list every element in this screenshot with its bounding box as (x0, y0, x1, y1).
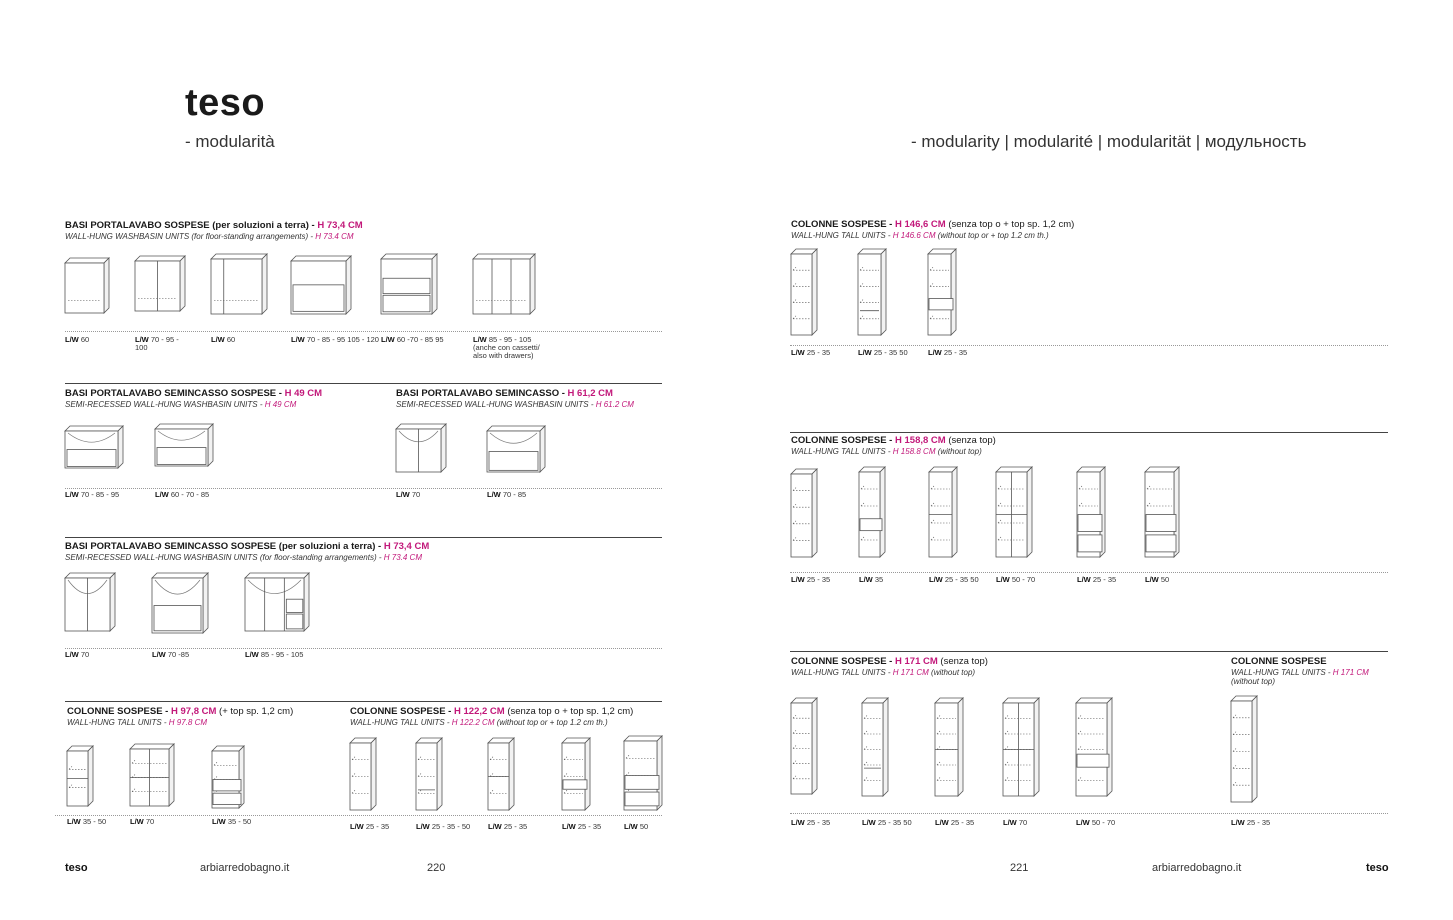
column-one-door-icon (416, 738, 442, 810)
section-note: (senza top o + top sp. 1,2 cm) (945, 219, 1075, 230)
footer-brand-right: teso (1366, 862, 1389, 874)
dimension-caption (1145, 576, 1235, 584)
dimension-label: L/W (65, 650, 79, 659)
section-en-text: SEMI-RECESSED WALL-HUNG WASHBASIN UNITS (for floor-standing arrangements) - (65, 553, 384, 562)
dimension-label: L/W (859, 575, 873, 584)
section-en-height: H 73.4 CM (315, 232, 354, 241)
section-subtitle-en (65, 232, 665, 241)
section-title (67, 706, 347, 717)
semi-recessed-two-doors-icon-drawing (396, 424, 446, 472)
column-door-drawer-icon (859, 467, 885, 557)
subtitle-multilingual: - modularity | modularité | modularität | модульность (911, 132, 1307, 151)
dimension-label: L/W (1076, 818, 1090, 827)
section-title-text: COLONNE SOSPESE - (791, 656, 895, 667)
section-semi-recessed-49 (65, 388, 385, 499)
washbasin-base-two-doors-icon-drawing (135, 256, 185, 311)
dimension-value: 25 - 35 50 (873, 348, 908, 357)
section-height: H 97,8 CM (171, 706, 217, 717)
section-title (65, 388, 385, 399)
section-height: H 49 CM (284, 388, 323, 399)
section-title (396, 388, 656, 399)
washbasin-base-two-drawers-icon (381, 254, 437, 314)
column-open-shelves-icon (350, 738, 376, 810)
dimension-label: L/W (791, 575, 805, 584)
section-rule (65, 537, 662, 538)
column-four-doors-icon-drawing (1003, 698, 1039, 796)
dimension-value: 25 - 35 (1092, 575, 1117, 584)
column-door-drawer-icon-drawing (928, 249, 956, 335)
washbasin-base-open-icon (65, 258, 109, 313)
column-door-drawers-icon (1077, 467, 1105, 557)
section-title-text: COLONNE SOSPESE - (67, 706, 171, 717)
section-rule (790, 651, 1388, 652)
section-height: H 158,8 CM (895, 435, 946, 446)
washbasin-base-two-doors-icon (135, 256, 185, 311)
dimension-label: L/W (858, 348, 872, 357)
dimension-value: 60 (80, 335, 90, 344)
section-subtitle-en (396, 400, 656, 409)
section-en-text: SEMI-RECESSED WALL-HUNG WASHBASIN UNITS - (396, 400, 596, 409)
dimension-value: 25 - 35 (806, 818, 831, 827)
washbasin-base-open-icon-drawing (65, 258, 109, 313)
dimension-caption (211, 336, 301, 344)
section-note: (senza top) (937, 656, 988, 667)
dimension-value: 25 - 35 50 (944, 575, 979, 584)
dimension-label: L/W (65, 335, 79, 344)
section-title (791, 219, 1391, 230)
dimension-label: L/W (67, 817, 81, 826)
section-semi-recessed-61 (396, 388, 656, 499)
footer-site-right: arbiarredobagno.it (1152, 862, 1242, 874)
section-subtitle-en (65, 553, 665, 562)
washbasin-base-one-drawer-icon-drawing (291, 256, 351, 314)
section-en-height: H 146.6 CM (892, 231, 936, 240)
column-two-doors-icon (488, 738, 514, 810)
semi-recessed-doors-drawers-icon (245, 573, 309, 631)
dimension-label: L/W (381, 335, 395, 344)
column-door-drawers-icon-drawing (624, 736, 662, 810)
section-title (350, 706, 670, 717)
baseline (65, 331, 662, 332)
dimension-caption (1231, 819, 1321, 827)
dimension-label: L/W (135, 335, 149, 344)
baseline (55, 815, 662, 816)
dimension-label: L/W (155, 490, 169, 499)
dimension-value: 25 - 35 - 50 (431, 822, 471, 831)
dimension-label: L/W (1231, 818, 1245, 827)
dimension-caption (212, 818, 302, 826)
section-en-height: H 171 CM (1332, 668, 1369, 677)
dimension-value: 70 (1018, 818, 1028, 827)
column-open-shelves-icon (791, 249, 817, 335)
column-one-door-icon (858, 249, 886, 335)
dimension-value: 70 - 85 - 95 105 - 120 (306, 335, 379, 344)
semi-recessed-drawer-icon-drawing (155, 424, 213, 466)
column-open-shelves-icon-drawing (791, 249, 817, 335)
section-note: (senza top o + top sp. 1,2 cm) (504, 706, 634, 717)
subtitle-italian: - modularità (185, 132, 275, 151)
semi-recessed-two-doors-icon (65, 573, 115, 631)
dimension-value: 50 (639, 822, 649, 831)
section-note: (senza top) (945, 435, 996, 446)
dimension-caption (291, 336, 381, 344)
column-door-drawers-icon (1145, 467, 1179, 557)
section-en-height: H 49 CM (264, 400, 297, 409)
baseline (65, 648, 662, 649)
semi-recessed-drawer-icon-drawing (65, 426, 123, 468)
dimension-label: L/W (935, 818, 949, 827)
section-title (65, 220, 665, 231)
dimension-label: L/W (211, 335, 225, 344)
dimension-label: L/W (791, 348, 805, 357)
section-subtitle-en (1231, 668, 1381, 686)
section-subtitle-en (791, 447, 1391, 456)
section-title (791, 656, 1231, 667)
baseline (790, 572, 1388, 573)
brand-title: teso (185, 82, 266, 124)
section-title (791, 435, 1391, 446)
dimension-caption (928, 349, 1018, 357)
dimension-value: 50 (1160, 575, 1170, 584)
dimension-label: L/W (350, 822, 364, 831)
column-open-shelves-icon-drawing (1231, 696, 1257, 802)
section-en-height: H 97.8 CM (168, 718, 208, 727)
section-rule (65, 701, 662, 702)
washbasin-base-three-doors-icon (473, 254, 535, 314)
section-en-note: (without top) (935, 447, 982, 456)
section-tall-units-122 (350, 706, 670, 831)
column-open-shelves-icon-drawing (350, 738, 376, 810)
semi-recessed-doors-drawers-icon-drawing (245, 573, 309, 631)
section-rule (65, 383, 662, 384)
column-open-shelves-icon-drawing (791, 698, 817, 794)
dimension-value: 50 - 70 (1091, 818, 1116, 827)
column-open-shelves-icon (791, 469, 817, 557)
dimension-label: L/W (291, 335, 305, 344)
section-en-text: WALL-HUNG TALL UNITS - (791, 447, 893, 456)
page-number-left: 220 (427, 862, 446, 874)
column-two-doors-icon-drawing (935, 698, 963, 796)
dimension-caption (135, 336, 189, 352)
dimension-label: L/W (152, 650, 166, 659)
section-note: (+ top sp. 1,2 cm) (216, 706, 294, 717)
dimension-label: L/W (1003, 818, 1017, 827)
section-title-text: COLONNE SOSPESE - (791, 219, 895, 230)
washbasin-base-one-door-icon-drawing (211, 254, 267, 314)
column-one-door-icon (862, 698, 888, 796)
dimension-label: L/W (929, 575, 943, 584)
dimension-value: 25 - 35 (577, 822, 602, 831)
dimension-value: 25 - 35 (806, 575, 831, 584)
dimension-value: 85 - 95 - 105 (260, 650, 304, 659)
column-four-doors-icon (1003, 698, 1039, 796)
section-en-note: (without top or + top 1.2 cm th.) (935, 231, 1049, 240)
column-four-doors-icon (996, 467, 1032, 557)
baseline (65, 488, 662, 489)
section-height: H 73,4 CM (383, 541, 430, 552)
semi-recessed-drawer-icon (155, 424, 213, 466)
column-open-shelves-icon-drawing (791, 469, 817, 557)
dimension-caption (381, 336, 471, 344)
section-title-text: COLONNE SOSPESE - (350, 706, 454, 717)
section-tall-units-171 (791, 656, 1231, 827)
footer-brand-left: teso (65, 862, 88, 874)
dimension-label: L/W (416, 822, 430, 831)
section-en-height: H 61.2 CM (595, 400, 634, 409)
column-two-doors-icon (929, 467, 957, 557)
dimension-value: 70 -85 (167, 650, 190, 659)
dimension-value: 25 - 35 (1246, 818, 1271, 827)
section-subtitle-en (350, 718, 670, 727)
column-door-drawer-icon (1076, 698, 1112, 796)
section-height: H 73,4 CM (317, 220, 363, 231)
semi-recessed-two-doors-icon-drawing (65, 573, 115, 631)
column-door-drawer-icon (562, 738, 590, 810)
column-door-drawers-icon (212, 746, 244, 808)
semi-recessed-drawer-icon-drawing (152, 573, 208, 633)
section-tall-units-158 (791, 435, 1391, 584)
section-tall-units-171-single (1231, 656, 1391, 827)
dimension-value: 70 - 95 - 100 (135, 335, 179, 352)
section-en-height: H 171 CM (892, 668, 929, 677)
dimension-label: L/W (928, 348, 942, 357)
section-subtitle-en (65, 400, 385, 409)
column-two-doors-icon-drawing (488, 738, 514, 810)
column-door-drawer-icon-drawing (562, 738, 590, 810)
column-door-drawer-icon-drawing (1076, 698, 1112, 796)
washbasin-base-one-door-icon (211, 254, 267, 314)
dimension-label: L/W (624, 822, 638, 831)
dimension-caption (130, 818, 220, 826)
section-en-note: (without top or + top 1.2 cm th.) (494, 718, 608, 727)
dimension-caption (65, 651, 155, 659)
section-title-text: COLONNE SOSPESE (1231, 656, 1327, 667)
section-title-text: BASI PORTALAVABO SEMINCASSO - (396, 388, 568, 399)
section-title-text: BASI PORTALAVABO SEMINCASSO SOSPESE - (65, 388, 285, 399)
column-four-doors-icon-drawing (130, 744, 174, 806)
semi-recessed-drawer-icon-drawing (487, 426, 545, 472)
washbasin-base-three-doors-icon-drawing (473, 254, 535, 314)
section-height: H 61,2 CM (567, 388, 613, 399)
washbasin-base-one-drawer-icon (291, 256, 351, 314)
dimension-value: 35 - 50 (82, 817, 107, 826)
section-en-text: WALL-HUNG TALL UNITS - (67, 718, 169, 727)
section-title-text: BASI PORTALAVABO SOSPESE (per soluzioni a terra) - (65, 220, 318, 231)
semi-recessed-drawer-icon (487, 426, 545, 472)
column-two-doors-icon-drawing (929, 467, 957, 557)
dimension-value: 25 - 35 (950, 818, 975, 827)
column-one-door-icon-drawing (416, 738, 442, 810)
section-en-text: WALL-HUNG TALL UNITS - (350, 718, 452, 727)
semi-recessed-drawer-icon (152, 573, 208, 633)
section-wall-hung-washbasin-73 (65, 220, 665, 360)
semi-recessed-two-doors-icon (396, 424, 446, 472)
dimension-label: L/W (1077, 575, 1091, 584)
dimension-label: L/W (1145, 575, 1159, 584)
column-four-doors-icon (130, 744, 174, 806)
dimension-value: 60 (226, 335, 236, 344)
section-rule (790, 432, 1388, 433)
dimension-caption (624, 823, 714, 831)
dimension-label: L/W (862, 818, 876, 827)
dimension-value: 70 (411, 490, 421, 499)
section-en-text: SEMI-RECESSED WALL-HUNG WASHBASIN UNITS - (65, 400, 265, 409)
dimension-label: L/W (130, 817, 144, 826)
section-subtitle-en (791, 231, 1391, 240)
section-en-text: WALL-HUNG TALL UNITS - (791, 231, 893, 240)
section-subtitle-en (67, 718, 347, 727)
section-en-text: WALL-HUNG TALL UNITS - (1231, 668, 1333, 677)
section-tall-units-146 (791, 219, 1391, 357)
dimension-value: 25 - 35 (943, 348, 968, 357)
dimension-label: L/W (396, 490, 410, 499)
dimension-label: L/W (996, 575, 1010, 584)
footer-site-left: arbiarredobagno.it (200, 862, 290, 874)
column-open-shelves-icon (1231, 696, 1257, 802)
dimension-label: L/W (473, 335, 487, 344)
dimension-value: 60 -70 - 85 95 (396, 335, 444, 344)
dimension-value: 70 (145, 817, 155, 826)
dimension-value: 25 - 35 50 (877, 818, 912, 827)
dimension-value: 85 - 95 - 105 (anche con cassetti/ also with drawers) (473, 335, 540, 360)
section-subtitle-en (791, 668, 1231, 677)
baseline (790, 813, 1388, 814)
page-number-right: 221 (1010, 862, 1029, 874)
section-en-text: WALL-HUNG WASHBASIN UNITS (for floor-standing arrangements) - (65, 232, 316, 241)
dimension-caption (396, 491, 486, 499)
dimension-value: 50 - 70 (1011, 575, 1036, 584)
dimension-caption (65, 491, 155, 499)
baseline (790, 345, 1388, 346)
dimension-value: 25 - 35 (365, 822, 390, 831)
section-tall-units-97 (67, 706, 347, 826)
section-height: H 122,2 CM (454, 706, 505, 717)
section-en-note: (without top) (928, 668, 976, 677)
dimension-label: L/W (791, 818, 805, 827)
semi-recessed-drawer-icon (65, 426, 123, 468)
column-two-doors-icon (935, 698, 963, 796)
dimension-value: 25 - 35 (503, 822, 528, 831)
section-height: H 146,6 CM (895, 219, 946, 230)
dimension-value: 70 (80, 650, 90, 659)
dimension-value: 70 - 85 - 95 (80, 490, 120, 499)
dimension-caption (155, 491, 245, 499)
section-title-text: BASI PORTALAVABO SEMINCASSO SOSPESE (per soluzioni a terra) - (65, 541, 384, 552)
column-door-drawers-icon-drawing (1145, 467, 1179, 557)
dimension-label: L/W (562, 822, 576, 831)
dimension-caption (245, 651, 335, 659)
washbasin-base-two-drawers-icon-drawing (381, 254, 437, 314)
section-en-note: (without top) (1231, 677, 1276, 686)
column-open-shelves-icon (791, 698, 817, 794)
section-title (1231, 656, 1391, 667)
section-semi-recessed-73 (65, 541, 665, 659)
dimension-value: 70 - 85 (502, 490, 527, 499)
dimension-label: L/W (212, 817, 226, 826)
column-door-drawers-icon-drawing (1077, 467, 1105, 557)
dimension-caption (152, 651, 242, 659)
section-en-height: H 73.4 CM (383, 553, 422, 562)
dimension-caption (1076, 819, 1166, 827)
section-title-text: COLONNE SOSPESE - (791, 435, 895, 446)
dimension-value: 60 - 70 - 85 (170, 490, 210, 499)
dimension-value: 35 - 50 (227, 817, 252, 826)
dimension-value: 35 (874, 575, 884, 584)
column-door-drawer-icon (928, 249, 956, 335)
column-door-drawers-icon (624, 736, 662, 810)
column-two-doors-icon-drawing (67, 746, 93, 806)
column-two-doors-icon (67, 746, 93, 806)
section-en-text: WALL-HUNG TALL UNITS - (791, 668, 893, 677)
dimension-caption (473, 336, 553, 360)
column-four-doors-icon-drawing (996, 467, 1032, 557)
dimension-label: L/W (245, 650, 259, 659)
section-height: H 171 CM (895, 656, 938, 667)
dimension-label: L/W (488, 822, 502, 831)
dimension-caption (996, 576, 1086, 584)
dimension-label: L/W (65, 490, 79, 499)
dimension-value: 25 - 35 (806, 348, 831, 357)
column-door-drawers-icon-drawing (212, 746, 244, 808)
section-en-height: H 158.8 CM (892, 447, 936, 456)
column-door-drawer-icon-drawing (859, 467, 885, 557)
section-en-height: H 122.2 CM (451, 718, 495, 727)
section-title (65, 541, 665, 552)
column-one-door-icon-drawing (858, 249, 886, 335)
column-one-door-icon-drawing (862, 698, 888, 796)
dimension-caption (487, 491, 577, 499)
dimension-label: L/W (487, 490, 501, 499)
